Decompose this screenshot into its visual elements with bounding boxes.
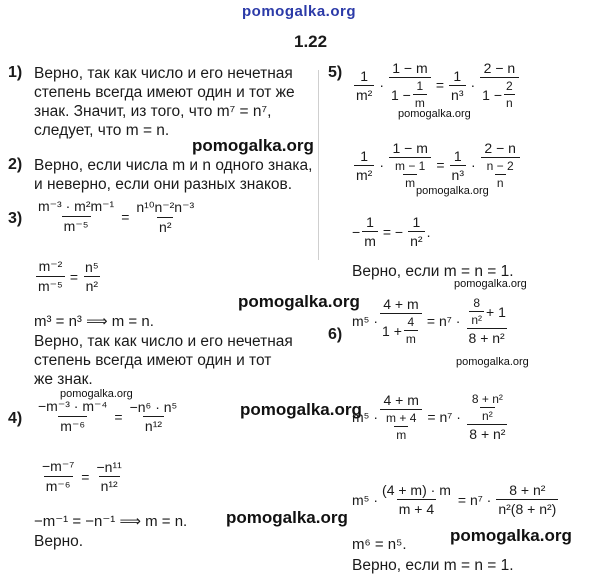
fraction: $\frac{\text{−m⁻³ · m⁻⁴}}{\text{m⁻⁶}}$	[38, 398, 108, 434]
column-divider	[318, 70, 319, 260]
item-5-equation-1: $\frac{1}{\text{m²}}$ · 1 − m 1 − $\frac{1}{m}$ = $\frac{1}{\text{n³}}$ · 2 − n 1 − $\frac{2}{n}$	[352, 60, 521, 110]
fraction: $\frac{1}{\text{m²}}$	[356, 67, 373, 103]
item-2-line: и неверно, если они разных знаков.	[34, 176, 293, 193]
item-6-equation-2: m⁵ · $\frac{4 + m}{\frac{m + 4}{m}}$ = n⁷ · $\frac{\frac{\text{8 + n²}}{\text{n²}}}{\text{8 + n²}}$	[352, 392, 511, 442]
item-4-equation-2: $\frac{\text{−m⁻⁷}}{\text{m⁻⁶}}$ = $\frac{\text{−n¹¹}}{\text{n¹²}}$	[42, 458, 122, 494]
item-1-line: следует, что m = n.	[34, 122, 170, 139]
item-6-equation-3: m⁵ · $\frac{(4 + m) \cdot m}{m + 4}$ = n⁷ · $\frac{\text{8 + n²}}{\text{n²(8 + n²)}}$	[352, 482, 557, 517]
item-4-equation-3: −m⁻¹ = −n⁻¹ ⟹ m = n.	[34, 513, 188, 530]
item-2-line: Верно, если числа m и n одного знака,	[34, 157, 313, 174]
item-5-equation-3: − $\frac{1}{m}$ = − $\frac{1}{\text{n²}}$ .	[352, 214, 431, 249]
item-5-verdict: Верно, если m = n = 1.	[352, 263, 514, 280]
item-2-text	[34, 156, 312, 194]
fraction: $\frac{4 + m}{\frac{m + 4}{m}}$	[380, 392, 422, 442]
item-3-equation-3: m³ = n³ ⟹ m = n.	[34, 313, 154, 330]
item-3-line: же знак.	[34, 371, 93, 388]
fraction: $\frac{\text{−n¹¹}}{\text{n¹²}}$	[96, 459, 122, 494]
item-6-equation-1: m⁵ · 4 + m 1 + $\frac{4}{m}$ = n⁷ · $\frac{8}{\text{n²}}$ + 1 8 + n²	[352, 296, 506, 346]
item-1-line: знак. Значит, из того, что m⁷ = n⁷,	[34, 103, 272, 120]
watermark: pomogalka.org	[226, 508, 348, 527]
fraction: 1 − m 1 − $\frac{1}{m}$	[389, 60, 431, 110]
item-4-number: 4)	[8, 410, 23, 427]
watermark-small: pomogalka.org	[60, 388, 133, 400]
item-5-number: 5)	[328, 64, 343, 81]
fraction: $\frac{\text{−m⁻⁷}}{\text{m⁻⁶}}$	[42, 458, 75, 494]
item-1-line: степень всегда имеют один и тот же	[34, 84, 295, 101]
fraction: $\frac{\text{n¹⁰n⁻²n⁻³}}{\text{n²}}$	[136, 198, 195, 235]
fraction: $\frac{1}{m}$	[364, 214, 376, 249]
item-6-equation-4: m⁶ = n⁵.	[352, 536, 407, 553]
item-6-number: 6)	[328, 326, 343, 343]
fraction: $\frac{1}{\text{n³}}$	[451, 67, 464, 103]
watermark: pomogalka.org	[240, 400, 362, 419]
item-3-equation-1: $\frac{\text{m⁻³ · m²m⁻¹}}{\text{m⁻⁵}}$ = $\frac{\text{n¹⁰n⁻²n⁻³}}{\text{n²}}$	[38, 198, 195, 235]
item-3-line: Верно, так как число и его нечетная	[34, 333, 293, 350]
watermark-small: pomogalka.org	[398, 108, 471, 120]
fraction: $\frac{\text{m⁻²}}{\text{m⁻⁵}}$	[38, 258, 63, 294]
fraction: $\frac{8}{\text{n²}}$ + 1 8 + n²	[468, 296, 506, 346]
item-3-text	[34, 332, 293, 389]
item-1-line: Верно, так как число и его нечетная	[34, 65, 293, 82]
watermark-small: pomogalka.org	[416, 185, 489, 197]
watermark: pomogalka.org	[238, 292, 360, 311]
fraction: $\frac{1}{\text{m²}}$	[356, 147, 373, 183]
fraction: $\frac{\text{−n⁶ · n⁵}}{\text{n¹²}}$	[129, 399, 178, 434]
fraction: $\frac{(4 + m) \cdot m}{m + 4}$	[382, 482, 451, 517]
item-5-equation-2: $\frac{1}{\text{m²}}$ · $\frac{1 - m}{\frac{m - 1}{m}}$ = $\frac{1}{\text{n³}}$ · $\frac{2 - n}{\frac{n - 2}{n}}$	[352, 140, 522, 190]
fraction: $\frac{1}{\text{n²}}$	[410, 214, 423, 249]
item-6-verdict: Верно, если m = n = 1.	[352, 557, 514, 574]
fraction: $\frac{1 - m}{\frac{m - 1}{m}}$	[389, 140, 431, 190]
item-4-verdict: Верно.	[34, 533, 84, 550]
item-1-text	[34, 64, 295, 140]
fraction: $\frac{\text{8 + n²}}{\text{n²(8 + n²)}}$	[498, 482, 557, 517]
item-3-equation-2: $\frac{\text{m⁻²}}{\text{m⁻⁵}}$ = $\frac{\text{n⁵}}{\text{n²}}$	[38, 258, 99, 294]
item-3-number: 3)	[8, 210, 23, 227]
watermark-small: pomogalka.org	[454, 278, 527, 290]
fraction: 2 − n 1 − $\frac{2}{n}$	[480, 60, 519, 110]
item-3-line: степень всегда имеют один и тот	[34, 352, 272, 369]
watermark: pomogalka.org	[450, 526, 572, 545]
fraction: $\frac{\frac{\text{8 + n²}}{\text{n²}}}{\text{8 + n²}}$	[469, 392, 506, 442]
watermark-small: pomogalka.org	[456, 356, 529, 368]
fraction: $\frac{\text{n⁵}}{\text{n²}}$	[85, 259, 99, 294]
fraction: $\frac{\text{m⁻³ · m²m⁻¹}}{\text{m⁻⁵}}$	[38, 198, 115, 234]
watermark: pomogalka.org	[192, 136, 314, 155]
item-1-number: 1)	[8, 64, 23, 81]
watermark-top: pomogalka.org	[242, 3, 357, 20]
fraction: $\frac{2 - n}{\frac{n - 2}{n}}$	[481, 140, 520, 190]
item-2-number: 2)	[8, 156, 23, 173]
problem-title: 1.22	[294, 32, 328, 51]
fraction: $\frac{1}{\text{n³}}$	[451, 147, 464, 183]
item-4-equation-1: $\frac{\text{−m⁻³ · m⁻⁴}}{\text{m⁻⁶}}$ = $\frac{\text{−n⁶ · n⁵}}{\text{n¹²}}$	[38, 398, 178, 434]
fraction: 4 + m 1 + $\frac{4}{m}$	[380, 296, 422, 346]
